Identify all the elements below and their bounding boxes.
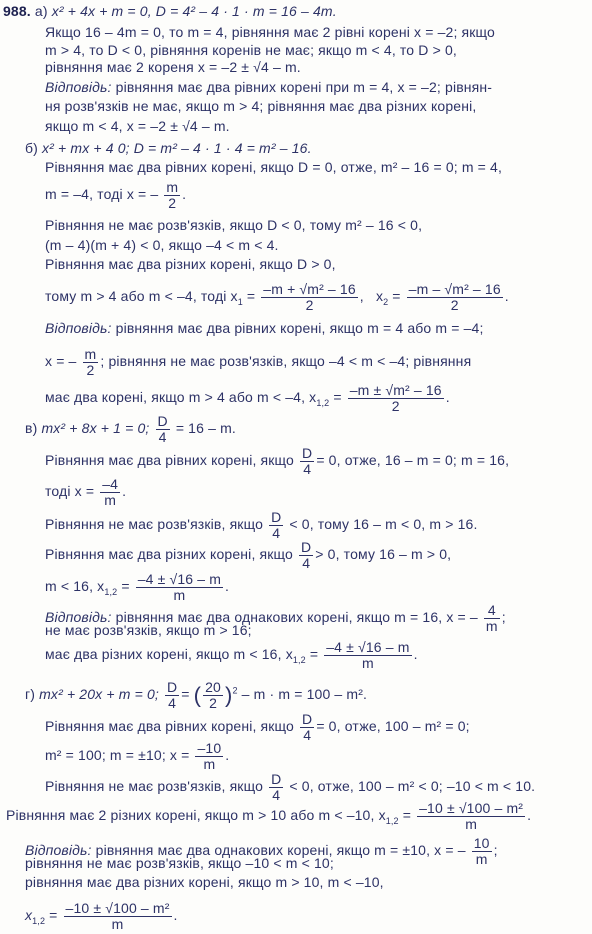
part-g-answer-line: Відповідь: рівняння має два однакових корені, якщо m = ±10, x = – $\frac{10}{m}$ ;: [25, 835, 498, 867]
fraction: $\frac{D}{4}$: [157, 413, 168, 445]
part-v-answer-line: Відповідь: рівняння має два однакових корені, якщо m = 16, x = – $\frac{4}{m}$ ;: [45, 602, 506, 634]
answer-word: Відповідь:: [45, 320, 112, 336]
fraction: $\frac{D}{4}$: [302, 711, 313, 743]
part-g-header: г) mx² + 20x + m = 0; $\frac{D}{4}$ = ( $\frac{20}{2}$ )$^2$ – m · m = 100 – m².: [25, 679, 368, 711]
part-a-line: m > 4, то D < 0, рівняння коренів не має; якщо m < 4, то D > 0,: [45, 42, 457, 58]
part-v-line: Рівняння має два різних корені, якщо $\frac{D}{4}$ > 0, тому 16 – m > 0,: [45, 539, 452, 571]
part-b-roots-line: тому m > 4 або m < –4, тоді $x_1$ = $\frac{\text{–m + √m² – 16}}{2}$ , $x_2$ = $\frac{\text{–m – √m² – 16}}{2}$ .: [45, 281, 509, 313]
root-x2-fraction: $\frac{\text{–m – √m² – 16}}{2}$: [408, 281, 501, 313]
fraction: $\frac{m}{2}$: [166, 179, 179, 211]
fraction: $\frac{20}{2}$: [205, 679, 221, 711]
part-v-answer-line: має два різних корені, якщо m < 16, $x_{1,2}$ = $\frac{-4 \pm √16 - m}{m}$ .: [45, 639, 418, 671]
part-b-answer-line: має два корені, якщо m > 4 або m < –4, $x_{1,2}$ = $\frac{\text{–m ± √m² – 16}}{2}$ .: [45, 382, 450, 414]
part-b-answer-line: x = – $\frac{m}{2}$ ; рівняння не має розв'язків, якщо –4 < m < –4; рівняння: [45, 346, 472, 378]
part-g-line: m² = 100; m = ±10; x = $\frac{-10}{m}$ .: [45, 740, 230, 772]
part-v-line: Рівняння не має розв'язків, якщо $\frac{D}{4}$ < 0, тому 16 – m < 0, m > 16.: [45, 509, 478, 541]
part-b-label: б): [25, 140, 38, 156]
part-g-label: г): [25, 686, 36, 703]
part-v-line: Рівняння має два рівних корені, якщо $\frac{D}{4}$ = 0, отже, 16 – m = 0; m = 16,: [45, 445, 510, 477]
fraction: $\frac{D}{4}$: [302, 445, 313, 477]
fraction: $\frac{\text{–10 ± √100 – m²}}{m}$: [65, 900, 170, 932]
part-v-label: в): [25, 420, 38, 437]
part-b-line: Рівняння має два рівних корені, якщо D = 0, отже, m² – 16 = 0; m = 4,: [45, 159, 503, 175]
fraction: $\frac{-10}{m}$: [197, 740, 222, 772]
part-a-header: [3, 3, 337, 19]
fraction: $\frac{D}{4}$: [271, 509, 282, 541]
answer-word: Відповідь:: [45, 79, 112, 95]
part-a-line: Якщо 16 – 4m = 0, то m = 4, рівняння має 2 рівні корені x = –2; якщо: [45, 24, 495, 40]
part-b-line: (m – 4)(m + 4) < 0, якщо –4 < m < 4.: [45, 237, 279, 253]
part-g-answer-line: $x_{1,2}$ = $\frac{\text{–10 ± √100 – m²}}{m}$ .: [25, 900, 178, 932]
fraction: $\frac{4}{m}$: [485, 602, 498, 634]
fraction: $\frac{-4}{m}$: [102, 476, 119, 508]
part-b-line: Рівняння не має розв'язків, якщо D < 0, тому m² – 16 < 0,: [45, 217, 423, 233]
fraction: $\frac{-4 \pm √16 - m}{m}$: [137, 571, 222, 603]
part-v-line: тоді x = $\frac{-4}{m}$ .: [45, 476, 127, 508]
part-g-line: Рівняння має два рівних корені, якщо $\frac{D}{4}$ = 0, отже, 100 – m² = 0;: [45, 711, 470, 743]
part-a-answer-line: якщо m < 4, x = –2 ± √4 – m.: [45, 118, 230, 134]
fraction: $\frac{D}{4}$: [166, 679, 178, 711]
part-a-answer-line: Відповідь: рівняння має два рівних корені при m = 4, x = –2; рівнян-: [45, 79, 493, 95]
fraction: $\frac{-4 \pm √16 - m}{m}$: [326, 639, 410, 671]
part-a-equation: x² + 4x + m = 0, D = 4² – 4 · 1 · m = 16 – 4m.: [51, 3, 337, 19]
problem-number: 988.: [3, 3, 31, 19]
part-g-answer-line: рівняння не має розв'язків, якщо –10 < m < 10;: [25, 855, 334, 871]
fraction: $\frac{m}{2}$: [84, 346, 97, 378]
part-v-header: в) mx² + 8x + 1 = 0; $\frac{D}{4}$ = 16 – m.: [25, 413, 236, 445]
root-x1-fraction: $\frac{\text{–m + √m² – 16}}{2}$: [263, 281, 356, 313]
fraction: $\frac{\text{–m ± √m² – 16}}{2}$: [349, 382, 442, 414]
fraction: $\frac{D}{4}$: [271, 771, 282, 803]
part-a-answer-line: ня розв'язків не має, якщо m > 4; рівняння має два різних корені,: [45, 98, 477, 114]
fraction: $\frac{\text{–10 ± √100 – m²}}{m}$: [419, 800, 524, 832]
part-b-line: Рівняння має два різних корені, якщо D > 0,: [45, 256, 336, 272]
fraction: $\frac{10}{m}$: [473, 835, 490, 867]
part-v-answer-line: не має розв'язків, якщо m > 16;: [45, 622, 252, 638]
part-b-equation: x² + mx + 4 0; D = m² – 4 · 1 · 4 = m² – 16.: [42, 140, 312, 156]
part-a-line: рівняння має 2 кореня x = –2 ± √4 – m.: [45, 59, 301, 75]
part-v-line: m < 16, $x_{1,2}$ = $\frac{-4 \pm √16 - m}{m}$ .: [45, 571, 230, 603]
part-g-line: Рівняння має 2 різних корені, якщо m > 10 або m < –10, $x_{1,2}$ = $\frac{\text{–10 ± √100 – m²}}{m}$ .: [6, 800, 532, 832]
part-b-header: [25, 140, 312, 156]
answer-word: Відповідь:: [45, 609, 112, 626]
part-g-answer-line: рівняння має два різних корені, якщо m > 10, m < –10,: [25, 874, 384, 890]
part-b-answer-line: Відповідь: рівняння має два рівних корені, якщо m = 4 або m = –4;: [45, 320, 484, 336]
part-a-label: а): [34, 3, 48, 19]
fraction: $\frac{D}{4}$: [301, 539, 312, 571]
answer-word: Відповідь:: [25, 842, 92, 859]
part-g-line: Рівняння не має розв'язків, якщо $\frac{D}{4}$ < 0, отже, 100 – m² < 0; –10 < m < 10.: [45, 771, 536, 803]
part-b-line: m = –4, тоді x = – $\frac{m}{2}$ .: [45, 179, 187, 211]
